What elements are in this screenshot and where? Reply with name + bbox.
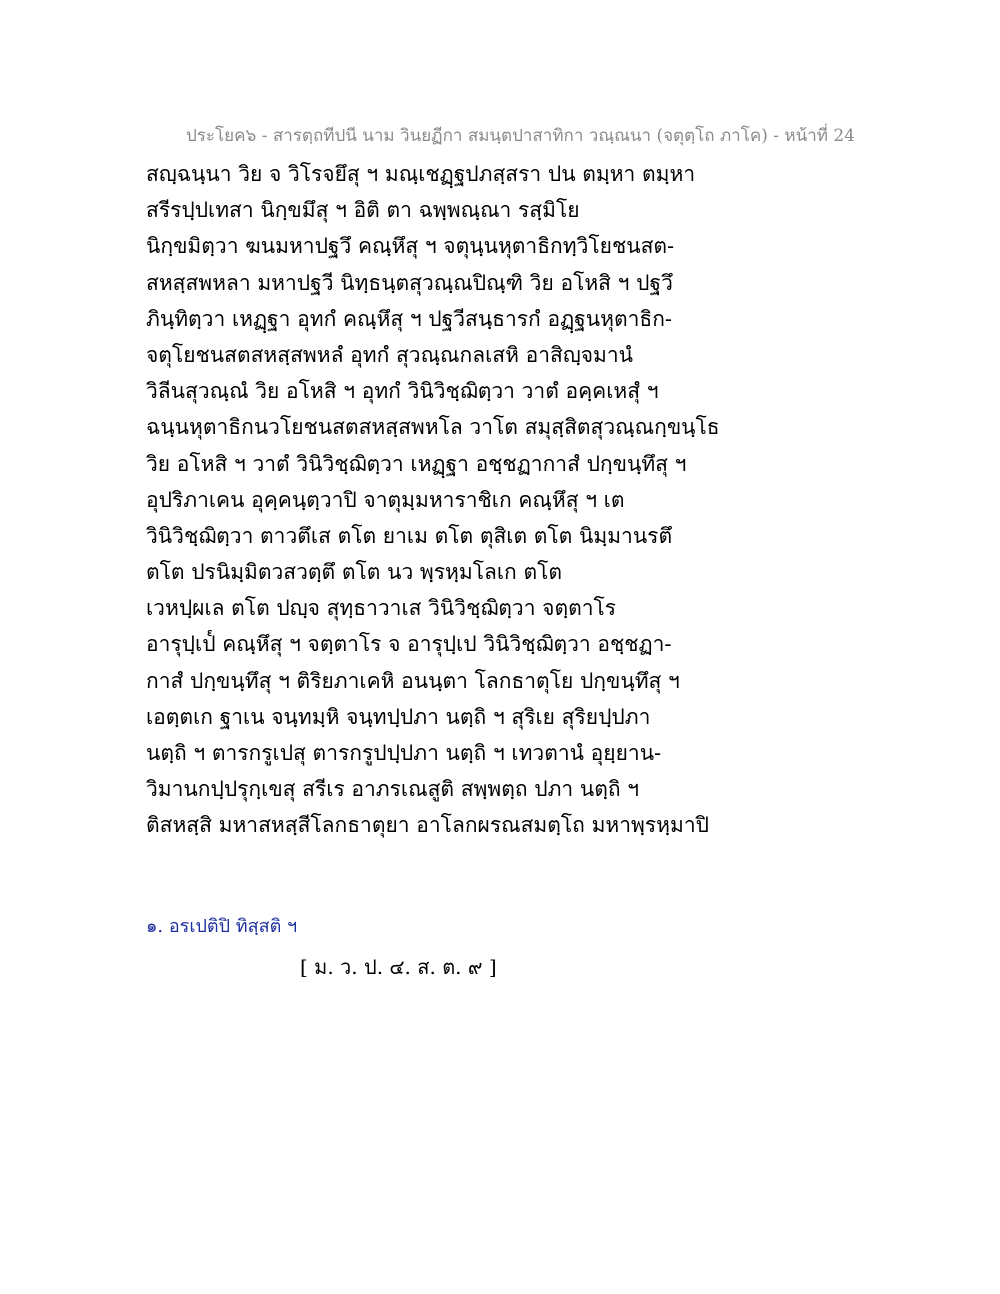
text-line: นิกฺขมิตฺวา ฆนมหาปฐวึ คณฺหึสุ ฯ จตุนฺนหุตาธิกทฺวิโยชนสต- [146,234,675,259]
text-line: ตโต ปรนิมฺมิตวสวตฺตึ ตโต นว พฺรหฺมโลเก ตโต [146,560,563,585]
footnote: ๑. อรเปติปิ ทิสฺสติ ฯ [146,916,298,937]
text-line: สหสฺสพหลา มหาปฐวี นิทฺธนฺตสุวณฺณปิณฺฑิ วิย อโหสิ ฯ ปฐวึ [146,270,673,295]
text-line: วิลีนสุวณฺณํ วิย อโหสิ ฯ อุทกํ วินิวิชฺฌิตฺวา วาตํ อคฺคเหสุํ ฯ [146,379,659,404]
text-line: วิมานกปฺปรุกฺเขสุ สรีเร อาภรเณสูติ สพฺพตฺถ ปภา นตฺถิ ฯ [146,777,640,802]
text-line: สญฺฉนฺนา วิย จ วิโรจยึสุ ฯ มณฺเชฏฺฐปภสฺสรา ปน ตมฺหา ตมฺหา [146,162,696,186]
text-line: ฉนฺนหุตาธิกนวโยชนสตสหสฺสพหโล วาโต สมุสฺสิตสุวณฺณกฺขนฺโธ [146,415,720,440]
text-line: วิย อโหสิ ฯ วาตํ วินิวิชฺฌิตฺวา เหฏฺฐา อชฺชฏากาสํ ปกฺขนฺทึสุ ฯ [146,451,687,476]
text-line: สรีรปฺปเทสา นิกฺขมึสุ ฯ อิติ ตา ฉพฺพณฺณา รสฺมิโย [146,198,580,223]
body-text [146,160,906,848]
page-header: ประโยค๖ - สารตฺถทีปนี นาม วินยฏีกา สมนฺตปาสาทิกา วณฺณนา (จตุตฺโถ ภาโค) - หน้าที่ 24 [186,126,855,146]
source-reference: [ ม. ว. ป. ๔. ส. ต. ๙ ] [300,955,497,979]
text-line: ภินฺทิตฺวา เหฏฺฐา อุทกํ คณฺหึสุ ฯ ปฐวีสนฺธารกํ อฏฺฐนหุตาธิก- [146,306,673,331]
text-line: เอตฺตเก ฐาเน จนฺทมฺหิ จนฺทปฺปภา นตฺถิ ฯ สุริเย สุริยปฺปภา [146,704,651,729]
text-line: ติสหสฺสิ มหาสหสฺสีโลกธาตุยา อาโลกผรณสมตฺโถ มหาพฺรหฺมาปิ [146,813,709,838]
text-line: อุปริภาเคน อุคฺคนฺตฺวาปิ จาตุมฺมหาราชิเก คณฺหึสุ ฯ เต [146,487,625,512]
text-line: เวหปฺผเล ตโต ปญฺจ สุทฺธาวาเส วินิวิชฺฌิตฺวา จตฺตาโร [146,596,617,621]
text-line: จตุโยชนสตสหสฺสพหลํ อุทกํ สุวณฺณกลเสหิ อาสิญฺจมานํ [146,342,634,367]
text-line: วินิวิชฺฌิตฺวา ตาวตึเส ตโต ยาเม ตโต ตุสิเต ตโต นิมฺมานรตึ [146,523,673,548]
text-line: กาสํ ปกฺขนฺทึสุ ฯ ติริยภาเคหิ อนนฺตา โลกธาตุโย ปกฺขนฺทึสุ ฯ [146,668,680,693]
text-line: อารุปฺเป๎ คณฺหึสุ ฯ จตฺตาโร จ อารุปฺเป วินิวิชฺฌิตฺวา อชฺชฏา- [146,632,672,657]
text-line: นตฺถิ ฯ ตารกรูเปสุ ตารกรูปปฺปภา นตฺถิ ฯ เทวตานํ อุยฺยาน- [146,741,662,765]
